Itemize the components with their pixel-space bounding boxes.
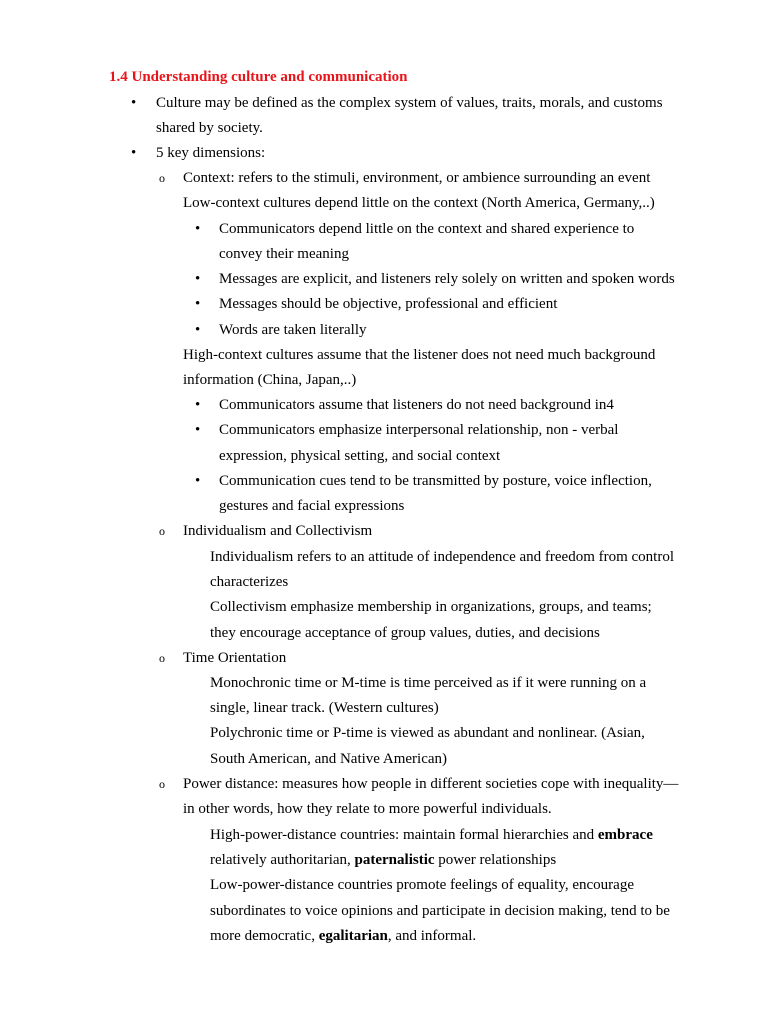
low-context-item: Words are taken literally: [219, 322, 367, 338]
low-context-item: Communicators depend little on the context and shared experience to: [219, 221, 635, 237]
high-context-intro: High-context cultures assume that the listener does not need much background: [183, 347, 656, 363]
low-context-item: Messages should be objective, professional and efficient: [219, 296, 558, 312]
culture-definition-line: Culture may be defined as the complex system of values, traits, morals, and customs: [156, 95, 663, 111]
individualism-title: Individualism and Collectivism: [183, 523, 373, 539]
individualism-line: Individualism refers to an attitude of independence and freedom from control: [210, 549, 675, 565]
low-context-item: convey their meaning: [219, 246, 349, 262]
circle-marker: o: [159, 524, 165, 538]
power-distance-title: in other words, how they relate to more powerful individuals.: [183, 801, 552, 817]
time-orientation-line: single, linear track. (Western cultures): [210, 700, 439, 716]
bullet-marker: •: [195, 296, 201, 312]
low-context-item: Messages are explicit, and listeners rely solely on written and spoken words: [219, 271, 675, 287]
high-context-item: expression, physical setting, and social context: [219, 448, 501, 464]
time-orientation-line: Polychronic time or P-time is viewed as abundant and nonlinear. (Asian,: [210, 725, 645, 741]
text-run: relatively authoritarian,: [210, 852, 355, 868]
individualism-line: they encourage acceptance of group values, duties, and decisions: [210, 625, 600, 641]
high-power-distance-line: [210, 825, 653, 845]
time-orientation-line: South American, and Native American): [210, 751, 448, 767]
bullet-marker: •: [195, 422, 201, 438]
bold-term: embrace: [597, 827, 653, 843]
bold-term: egalitarian: [318, 928, 388, 944]
culture-definition-line: shared by society.: [156, 120, 263, 136]
low-power-distance-line: [210, 926, 476, 946]
time-orientation-title: Time Orientation: [183, 650, 287, 666]
section-heading: 1.4 Understanding culture and communication: [109, 69, 408, 85]
bullet-marker: •: [195, 271, 201, 287]
high-context-item: Communicators emphasize interpersonal relationship, non - verbal: [219, 422, 619, 438]
individualism-line: Collectivism emphasize membership in organizations, groups, and teams;: [210, 599, 652, 615]
high-context-item: Communication cues tend to be transmitted by posture, voice inflection,: [219, 473, 652, 489]
bullet-marker: •: [195, 322, 201, 338]
high-context-intro: information (China, Japan,..): [183, 372, 357, 388]
text-run: High-power-distance countries: maintain formal hierarchies and: [210, 827, 598, 843]
bullet-marker: •: [195, 397, 201, 413]
circle-marker: o: [159, 171, 165, 185]
low-power-distance-line: Low-power-distance countries promote feelings of equality, encourage: [210, 877, 634, 893]
text-run: more democratic,: [210, 928, 319, 944]
bullet-marker: •: [131, 145, 137, 161]
low-power-distance-line: subordinates to voice opinions and participate in decision making, tend to be: [210, 903, 670, 919]
bullet-marker: •: [195, 221, 201, 237]
bold-term: paternalistic: [354, 852, 435, 868]
circle-marker: o: [159, 651, 165, 665]
individualism-line: characterizes: [210, 574, 289, 590]
text-run: , and informal.: [387, 928, 477, 944]
circle-marker: o: [159, 777, 165, 791]
low-context-intro: Low-context cultures depend little on the context (North America, Germany,..): [183, 195, 655, 211]
dimensions-intro: 5 key dimensions:: [156, 145, 266, 161]
high-power-distance-line: [210, 850, 556, 870]
power-distance-title: Power distance: measures how people in different societies cope with inequality—: [183, 776, 679, 792]
bullet-marker: •: [131, 95, 137, 111]
time-orientation-line: Monochronic time or M-time is time perceived as if it were running on a: [210, 675, 647, 691]
high-context-item: gestures and facial expressions: [219, 498, 405, 514]
text-run: power relationships: [434, 852, 557, 868]
high-context-item: Communicators assume that listeners do not need background in4: [219, 397, 614, 413]
context-title: Context: refers to the stimuli, environment, or ambience surrounding an event: [183, 170, 651, 186]
bullet-marker: •: [195, 473, 201, 489]
